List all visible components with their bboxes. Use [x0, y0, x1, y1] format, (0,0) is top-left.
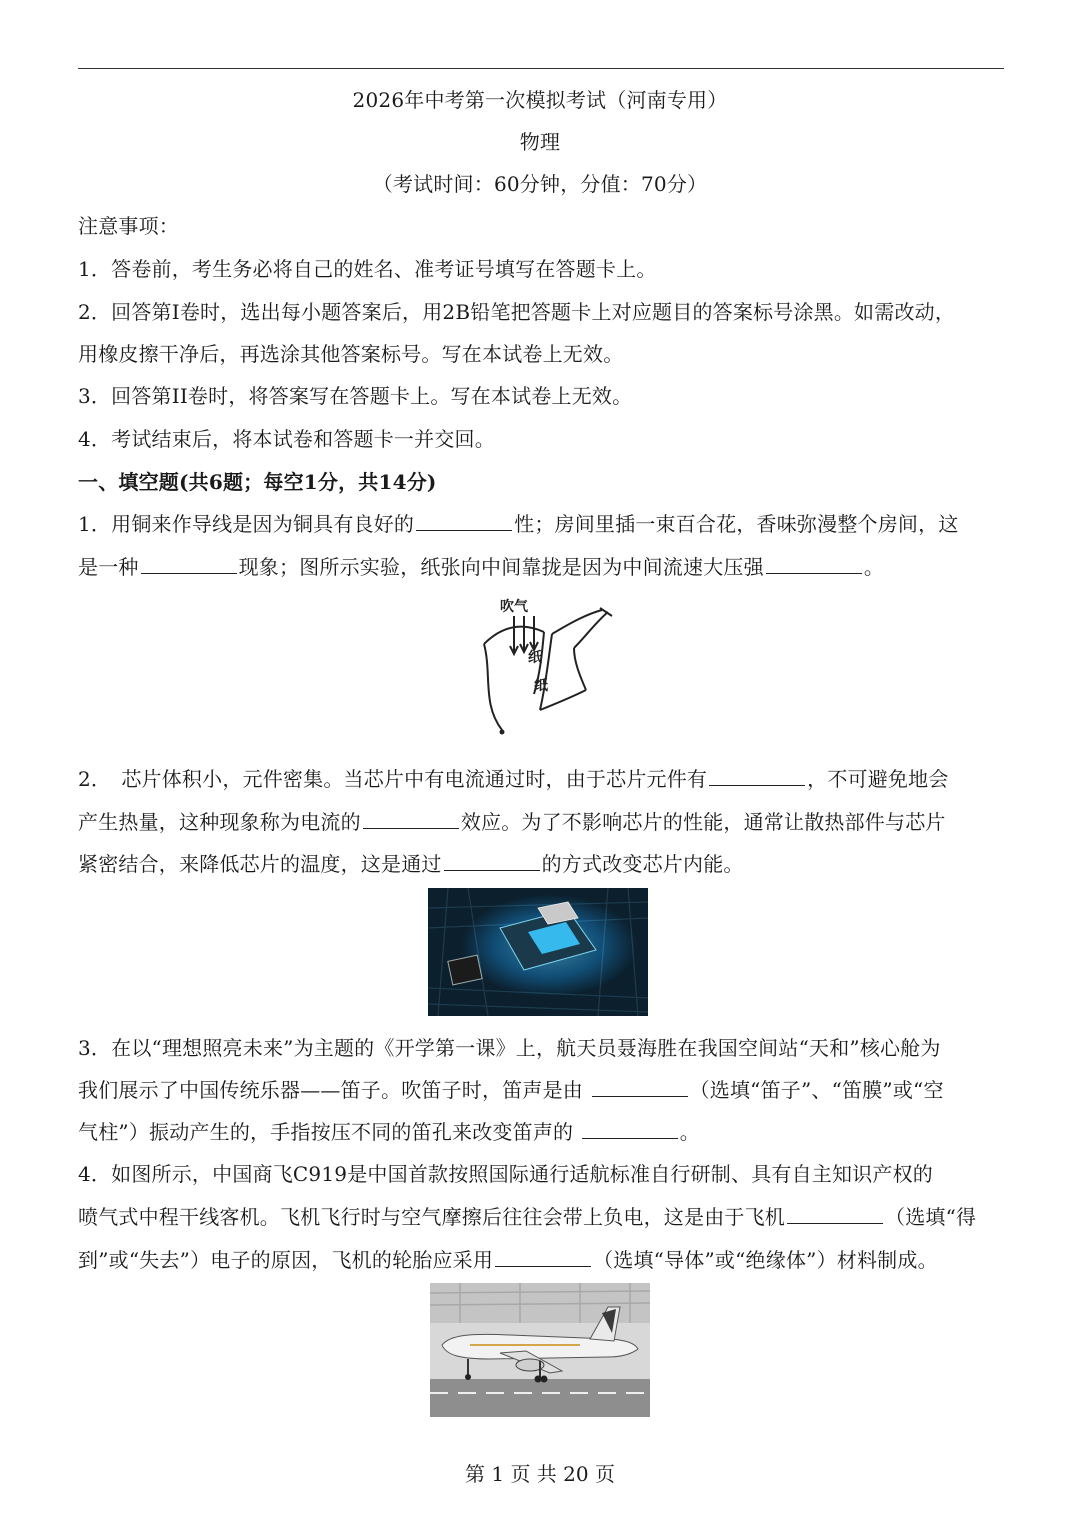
text-segment: 我们展示了中国传统乐器——笛子。吹笛子时，笛声是由 — [78, 1078, 590, 1102]
question-4-line — [78, 1203, 1004, 1231]
question-4-line: 4．如图所示，中国商飞C919是中国首款按照国际通行适航标准自行研制、具有自主知识产权的 — [78, 1162, 934, 1186]
text-segment: 到”或“失去”）电子的原因，飞机的轮胎应采用 — [78, 1248, 494, 1272]
page-footer: 第 1 页 共 20 页 — [465, 1462, 615, 1486]
figure-label-blow: 吹气 — [500, 599, 528, 615]
question-2-line — [78, 850, 1004, 878]
notice-item: 3．回答第II卷时，将答案写在答题卡上。写在本试卷上无效。 — [78, 384, 633, 408]
section-heading: 一、填空题(共6题；每空1分，共14分) — [78, 470, 437, 494]
answer-blank — [592, 1076, 688, 1097]
question-3-line: 3．在以“理想照亮未来”为主题的《开学第一课》上，航天员聂海胜在我国空间站“天和”核心舱为 — [78, 1036, 941, 1060]
question-1-line — [78, 553, 1004, 581]
text-segment: 现象；图所示实验，纸张向中间靠拢是因为中间流速大压强 — [238, 555, 764, 579]
text-segment: （选填“得 — [885, 1205, 977, 1229]
text-segment: 。 — [679, 1120, 700, 1144]
text-segment: 2． 芯片体积小，元件密集。当芯片中有电流通过时，由于芯片元件有 — [78, 767, 708, 791]
text-segment: 气柱”）振动产生的，手指按压不同的笛孔来改变笛声的 — [78, 1120, 580, 1144]
figure-label-paper: 纸 — [528, 650, 542, 666]
blow-paper-figure — [462, 592, 622, 742]
question-3-line — [78, 1118, 1004, 1146]
notice-item: 4．考试结束后，将本试卷和答题卡一并交回。 — [78, 427, 495, 451]
airplane-photo — [430, 1283, 650, 1417]
text-segment: ，不可避免地会 — [807, 767, 949, 791]
text-segment: 性；房间里插一束百合花，香味弥漫整个房间，这 — [514, 512, 959, 536]
header-rule — [78, 68, 1004, 69]
text-segment: 紧密结合，来降低芯片的温度，这是通过 — [78, 852, 442, 876]
answer-blank — [582, 1118, 678, 1139]
text-segment: 喷气式中程干线客机。飞机飞行时与空气摩擦后往往会带上负电，这是由于飞机 — [78, 1205, 785, 1229]
answer-blank — [709, 765, 805, 786]
notice-heading: 注意事项： — [78, 214, 179, 238]
answer-blank — [766, 553, 862, 574]
answer-blank — [787, 1203, 883, 1224]
notice-item: 1．答卷前，考生务必将自己的姓名、准考证号填写在答题卡上。 — [78, 257, 657, 281]
answer-blank — [416, 510, 512, 531]
text-segment: 是一种 — [78, 555, 139, 579]
text-segment: （选填“笛子”、“笛膜”或“空 — [689, 1078, 944, 1102]
answer-blank — [363, 808, 459, 829]
text-segment: 效应。为了不影响芯片的性能，通常让散热部件与芯片 — [460, 810, 946, 834]
figure-label-paper: 纸 — [534, 678, 548, 694]
text-segment: 的方式改变芯片内能。 — [541, 852, 744, 876]
answer-blank — [444, 850, 540, 871]
text-segment: （选填“导体”或“绝缘体”）材料制成。 — [593, 1248, 938, 1272]
text-segment: 1．用铜来作导线是因为铜具有良好的 — [78, 512, 415, 536]
question-4-line — [78, 1246, 1004, 1274]
answer-blank — [495, 1246, 591, 1267]
exam-subject: 物理 — [519, 130, 561, 154]
text-segment: 。 — [863, 555, 885, 579]
notice-item: 2．回答第I卷时，选出每小题答案后，用2B铅笔把答题卡上对应题目的答案标号涂黑。如需改动， — [78, 300, 956, 324]
question-2-line — [78, 765, 1004, 793]
question-3-line — [78, 1076, 1004, 1104]
chip-photo — [428, 888, 648, 1016]
exam-info: （考试时间：60分钟，分值：70分） — [372, 172, 708, 196]
question-2-line — [78, 808, 1004, 836]
notice-item: 用橡皮擦干净后，再选涂其他答案标号。写在本试卷上无效。 — [78, 342, 624, 366]
exam-title: 2026年中考第一次模拟考试（河南专用） — [352, 88, 728, 112]
text-segment: 产生热量，这种现象称为电流的 — [78, 810, 361, 834]
question-1-line — [78, 510, 1004, 538]
answer-blank — [141, 553, 237, 574]
